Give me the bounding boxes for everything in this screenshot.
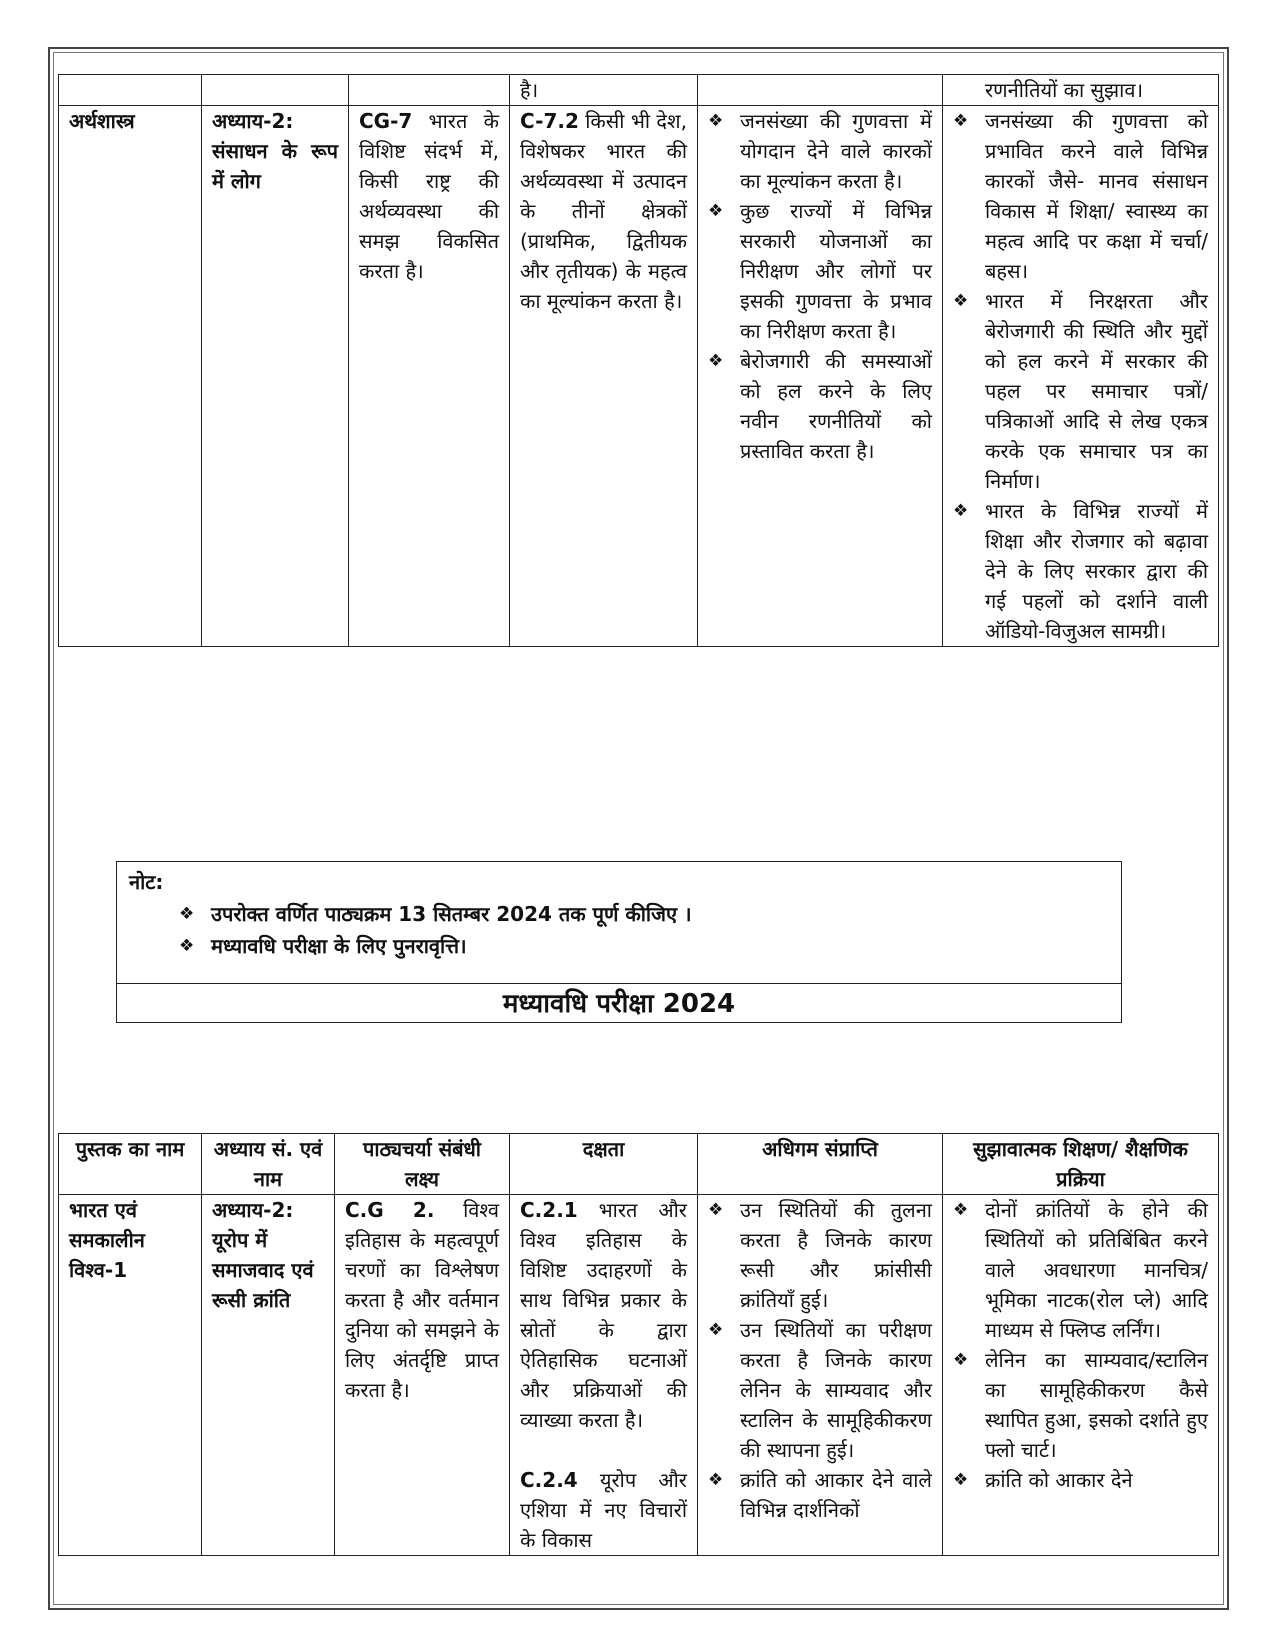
diamond-bullet-icon: ❖: [708, 1320, 724, 1340]
list-item: ❖ क्रांति को आकार देने: [953, 1465, 1208, 1495]
list-item: ❖ भारत के विभिन्न राज्यों में शिक्षा और रोजगार को बढ़ावा देने के लिए सरकार द्वारा की गई पहलों को दर्शाने वाली ऑडियो-विजुअल सामग्री।: [953, 496, 1208, 646]
note-section: [117, 862, 1121, 984]
table-header-row: [59, 1134, 1219, 1195]
pedagogy-cell: [943, 106, 1219, 647]
note-label: नोट:: [129, 870, 164, 894]
list-item: ❖ बेरोजगारी की समस्याओं को हल करने के लिए नवीन रणनीतियों को प्रस्तावित करता है।: [708, 346, 932, 466]
diamond-bullet-icon: ❖: [179, 904, 195, 924]
pedagogy-tail: रणनीतियों का सुझाव।: [943, 75, 1219, 106]
chapter-cell: अध्याय-2: यूरोप में समाजवाद एवं रूसी क्रांति: [202, 1195, 335, 1556]
curriculum-table-economics: [58, 74, 1219, 647]
competency-code: C-7.2: [520, 109, 579, 133]
column-header: पुस्तक का नाम: [59, 1134, 202, 1195]
competency-tail: है।: [510, 75, 698, 106]
list-item: ❖ उन स्थितियों की तुलना करता है जिनके कारण रूसी और फ्रांसीसी क्रांतियाँ हुई।: [708, 1195, 932, 1315]
subject-cell: अर्थशास्त्र: [59, 106, 202, 647]
list-item: ❖ जनसंख्या की गुणवत्ता में योगदान देने वाले कारकों का मूल्यांकन करता है।: [708, 106, 932, 196]
diamond-bullet-icon: ❖: [708, 1200, 724, 1220]
diamond-bullet-icon: ❖: [953, 291, 969, 311]
goal-code: C.G 2.: [345, 1198, 435, 1222]
diamond-bullet-icon: ❖: [953, 1200, 969, 1220]
curricular-goal-cell: [349, 106, 510, 647]
note-item: ❖ मध्यावधि परीक्षा के लिए पुनरावृत्ति।: [179, 930, 1109, 962]
diamond-bullet-icon: ❖: [953, 501, 969, 521]
table-row: [59, 106, 1219, 647]
diamond-bullet-icon: ❖: [708, 351, 724, 371]
list-item: ❖ लेनिन का साम्यवाद/स्टालिन का सामूहिकीकरण कैसे स्थापित हुआ, इसको दर्शाते हुए फ्लो चार्ट।: [953, 1345, 1208, 1465]
list-item: ❖ उन स्थितियों का परीक्षण करता है जिनके कारण लेनिन के साम्यवाद और स्टालिन के सामूहिकीकरण की स्थापना हुई।: [708, 1315, 932, 1465]
diamond-bullet-icon: ❖: [953, 111, 969, 131]
note-box: [116, 861, 1122, 1023]
list-item: ❖ क्रांति को आकार देने वाले विभिन्न दार्शनिकों: [708, 1465, 932, 1525]
learning-outcomes-cell: [698, 106, 943, 647]
column-header: अध्याय सं. एवं नाम: [202, 1134, 335, 1195]
competency-cell: [510, 1195, 698, 1556]
competency-cell: [510, 106, 698, 647]
goal-text: भारत के विशिष्ट संदर्भ में, किसी राष्ट्र की अर्थव्यवस्था की समझ विकसित करता है।: [359, 109, 499, 283]
goal-code: CG-7: [359, 109, 413, 133]
note-item: ❖ उपरोक्त वर्णित पाठ्यक्रम 13 सितम्बर 2024 तक पूर्ण कीजिए ।: [179, 898, 1109, 930]
pedagogy-cell: [943, 1195, 1219, 1556]
list-item: ❖ जनसंख्या की गुणवत्ता को प्रभावित करने वाले विभिन्न कारकों जैसे- मानव संसाधन विकास में शिक्षा/ स्वास्थ्य का महत्व आदि पर कक्षा में चर्चा/बहस।: [953, 106, 1208, 286]
competency-item: C.2.4 यूरोप और एशिया में नए विचारों के विकास: [520, 1468, 687, 1552]
list-item: ❖ दोनों क्रांतियों के होने की स्थितियों को प्रतिबिंबित करने वाले अवधारणा मानचित्र/ भूमिका नाटक(रोल प्ले) आदि माध्यम से फ्लिप्ड लर्निंग।: [953, 1195, 1208, 1345]
curriculum-table-history: [58, 1133, 1219, 1556]
competency-item: C.2.1 भारत और विश्व इतिहास के विशिष्ट उदाहरणों के साथ विभिन्न प्रकार के स्रोतों के द्वारा ऐतिहासिक घटनाओं और प्रक्रियाओं की व्याख्या करता है।: [520, 1198, 687, 1432]
book-cell: भारत एवं समकालीन विश्व-1: [59, 1195, 202, 1556]
exam-title: मध्यावधि परीक्षा 2024: [502, 989, 736, 1019]
column-header: पाठ्यचर्या संबंधी लक्ष्य: [335, 1134, 510, 1195]
diamond-bullet-icon: ❖: [953, 1470, 969, 1490]
column-header: सुझावात्मक शिक्षण/ शैक्षणिक प्रक्रिया: [943, 1134, 1219, 1195]
table-row-continuation: [59, 75, 1219, 106]
chapter-cell: अध्याय-2: संसाधन के रूप में लोग: [202, 106, 349, 647]
learning-outcomes-cell: [698, 1195, 943, 1556]
goal-text: विश्व इतिहास के महत्वपूर्ण चरणों का विश्लेषण करता है और वर्तमान दुनिया को समझने के लिए अंतर्दृष्टि प्राप्त करता है।: [345, 1198, 500, 1402]
diamond-bullet-icon: ❖: [708, 1470, 724, 1490]
diamond-bullet-icon: ❖: [953, 1350, 969, 1370]
column-header: दक्षता: [510, 1134, 698, 1195]
table-row: [59, 1195, 1219, 1556]
curricular-goal-cell: [335, 1195, 510, 1556]
diamond-bullet-icon: ❖: [708, 201, 724, 221]
column-header: अधिगम संप्राप्ति: [698, 1134, 943, 1195]
list-item: ❖ कुछ राज्यों में विभिन्न सरकारी योजनाओं का निरीक्षण और लोगों पर इसकी गुणवत्ता के प्रभाव का निरीक्षण करता है।: [708, 196, 932, 346]
list-item: ❖ भारत में निरक्षरता और बेरोजगारी की स्थिति और मुद्दों को हल करने में सरकार की पहल पर समाचार पत्रों/ पत्रिकाओं आदि से लेख एकत्र करके एक समाचार पत्र का निर्माण।: [953, 286, 1208, 496]
competency-text: किसी भी देश, विशेषकर भारत की अर्थव्यवस्था में उत्पादन के तीनों क्षेत्रकों (प्राथमिक, द्वितीयक और तृतीयक) के महत्व का मूल्यांकन करता है।: [520, 109, 688, 313]
diamond-bullet-icon: ❖: [179, 936, 195, 956]
diamond-bullet-icon: ❖: [708, 111, 724, 131]
